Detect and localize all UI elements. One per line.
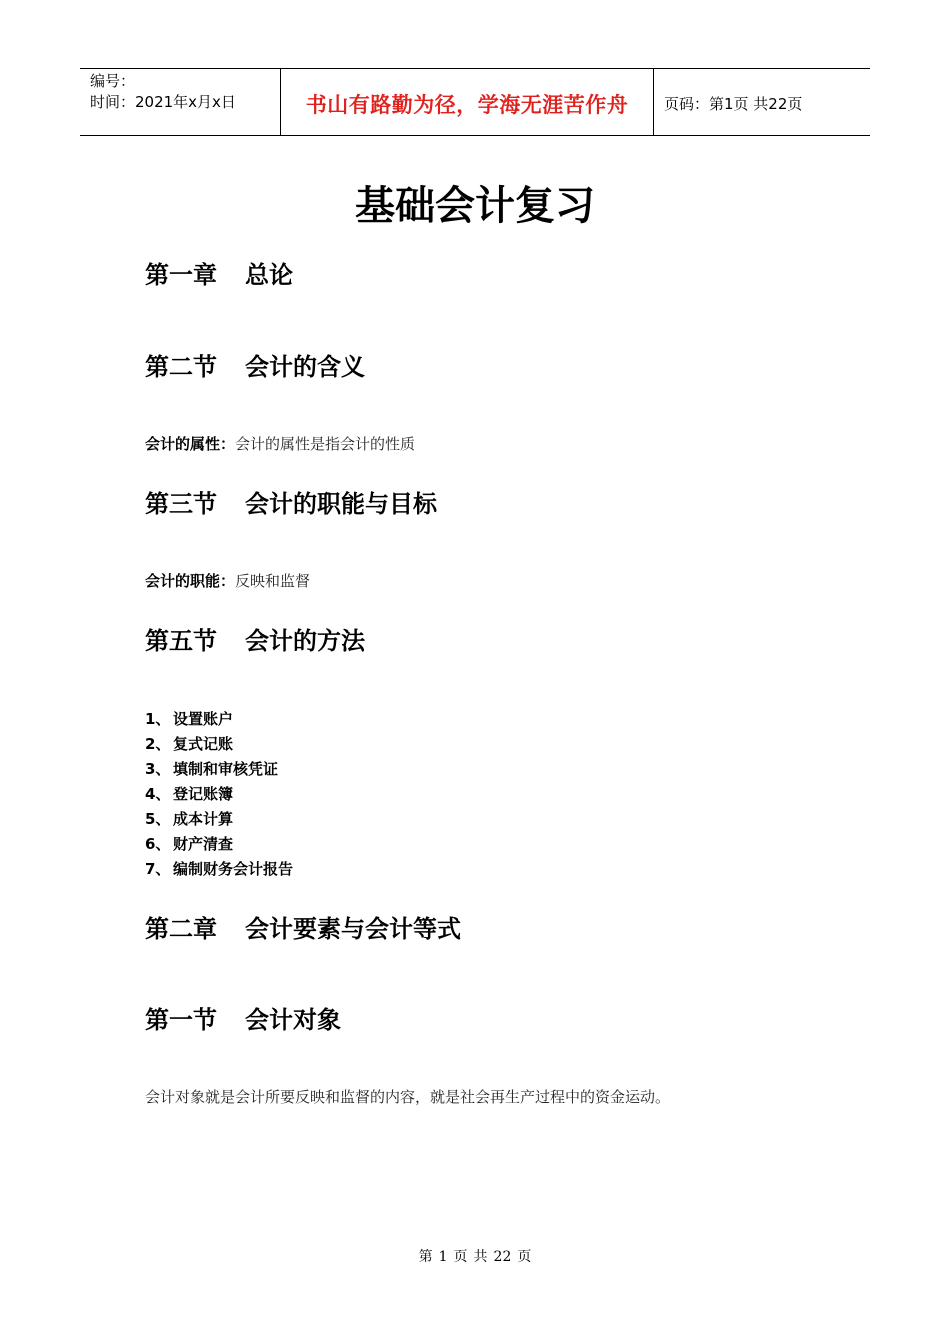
chapter-number: 第二章 <box>145 915 217 943</box>
list-item-text: 填制和审核凭证 <box>173 760 279 778</box>
section-2-heading <box>145 350 365 384</box>
section-1-heading <box>145 1003 341 1037</box>
footer-gong: 共 <box>473 1249 488 1265</box>
footer-ye: 页 <box>517 1249 532 1265</box>
footer-page-number: 1 <box>438 1249 448 1265</box>
accounting-attribute-paragraph <box>145 433 415 455</box>
list-item <box>145 857 293 882</box>
list-item <box>145 707 293 732</box>
header-motto-cell <box>281 69 654 135</box>
chapter-name: 总论 <box>245 261 293 289</box>
section-name: 会计的方法 <box>245 627 365 655</box>
page-footer <box>0 1246 950 1266</box>
section-name: 会计的含义 <box>245 353 365 381</box>
serial-number-label: 编号： <box>90 72 136 90</box>
list-item <box>145 757 293 782</box>
section-number: 第五节 <box>145 627 217 655</box>
footer-total-pages: 22 <box>493 1249 512 1265</box>
footer-di: 第 <box>418 1249 433 1265</box>
accounting-methods-list <box>145 707 293 882</box>
document-title: 基础会计复习 <box>355 183 595 229</box>
section-name: 会计对象 <box>245 1006 341 1034</box>
paragraph-text: 反映和监督 <box>235 572 311 590</box>
list-item <box>145 732 293 757</box>
list-item-number: 4、 <box>145 785 171 803</box>
list-item-number: 3、 <box>145 760 171 778</box>
section-number: 第三节 <box>145 490 217 518</box>
list-item-text: 设置账户 <box>173 710 234 728</box>
page-header <box>80 68 870 136</box>
date-label: 时间：2021年x月x日 <box>90 93 236 111</box>
list-item-number: 2、 <box>145 735 171 753</box>
list-item-text: 财产清查 <box>173 835 234 853</box>
paragraph-label: 会计的职能： <box>145 572 236 590</box>
header-meta-cell <box>80 69 281 135</box>
chapter-name: 会计要素与会计等式 <box>245 915 461 943</box>
list-item-text: 复式记账 <box>173 735 234 753</box>
list-item-text: 成本计算 <box>173 810 234 828</box>
accounting-object-paragraph: 会计对象就是会计所要反映和监督的内容，就是社会再生产过程中的资金运动。 <box>145 1088 671 1106</box>
list-item-number: 6、 <box>145 835 171 853</box>
section-3-heading <box>145 487 437 521</box>
section-number: 第二节 <box>145 353 217 381</box>
section-name: 会计的职能与目标 <box>245 490 437 518</box>
list-item-number: 7、 <box>145 860 171 878</box>
chapter-1-heading <box>145 258 293 292</box>
section-5-heading <box>145 624 365 658</box>
list-item <box>145 782 293 807</box>
paragraph-label: 会计的属性： <box>145 435 236 453</box>
list-item-number: 1、 <box>145 710 171 728</box>
list-item-text: 登记账簿 <box>173 785 234 803</box>
section-number: 第一节 <box>145 1006 217 1034</box>
paragraph-text: 会计的属性是指会计的性质 <box>235 435 416 453</box>
header-page-cell <box>654 69 870 135</box>
header-motto: 书山有路勤为径，学海无涯苦作舟 <box>305 93 629 117</box>
chapter-2-heading <box>145 912 461 946</box>
list-item <box>145 807 293 832</box>
footer-ye: 页 <box>453 1249 468 1265</box>
list-item <box>145 832 293 857</box>
list-item-text: 编制财务会计报告 <box>173 860 294 878</box>
list-item-number: 5、 <box>145 810 171 828</box>
header-page-info: 页码：第1页 共22页 <box>664 94 803 113</box>
chapter-number: 第一章 <box>145 261 217 289</box>
accounting-function-paragraph <box>145 570 310 592</box>
